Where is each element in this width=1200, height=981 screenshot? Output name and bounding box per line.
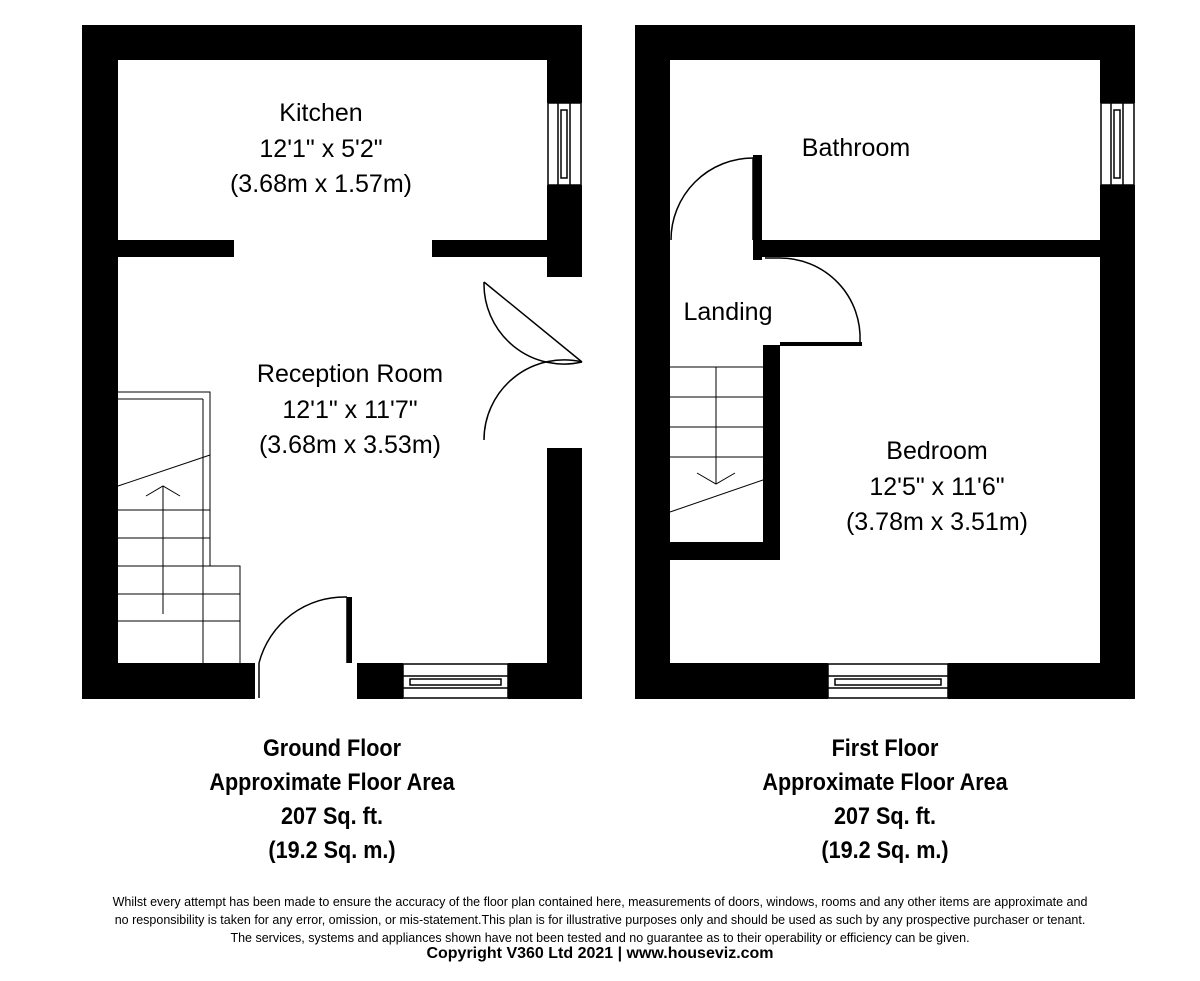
disclaimer-line: no responsibility is taken for any error, omission, or mis-statement.This plan is for illustrative purposes only and should be used as such by any prospective purchaser or tenant. xyxy=(114,913,1086,927)
disclaimer-line: The services, systems and appliances shown have not been tested and no guarantee as to their operability or efficiency can be given. xyxy=(230,931,970,945)
first-floor-windows xyxy=(828,103,1134,698)
french-doors xyxy=(484,282,582,440)
ground-floor-stairs xyxy=(118,392,240,663)
reception-room-name: Reception Room xyxy=(256,360,444,388)
ground-floor-area-sqm: (19.2 Sq. m.) xyxy=(268,837,396,864)
first-floor-area-label: Approximate Floor Area xyxy=(762,769,1008,796)
landing-name: Landing xyxy=(683,298,773,326)
kitchen-label xyxy=(230,99,412,198)
first-floor-plan xyxy=(635,25,1135,699)
kitchen-name: Kitchen xyxy=(279,99,363,127)
bathroom-name: Bathroom xyxy=(801,134,911,162)
ground-floor-title: Ground Floor xyxy=(263,735,401,762)
ground-floor-area-sqft: 207 Sq. ft. xyxy=(280,803,384,830)
bedroom-dimensions-metric: (3.78m x 3.51m) xyxy=(845,508,1029,536)
first-floor-area-summary xyxy=(675,732,1095,868)
first-floor-area-sqm: (19.2 Sq. m.) xyxy=(821,837,949,864)
reception-window xyxy=(403,664,508,698)
kitchen-dimensions-metric: (3.68m x 1.57m) xyxy=(229,170,413,198)
disclaimer xyxy=(40,893,1160,947)
first-floor-area-sqft: 207 Sq. ft. xyxy=(833,803,937,830)
bedroom-window xyxy=(828,664,948,698)
reception-room-dimensions-imperial: 12'1" x 11'7" xyxy=(282,396,418,424)
reception-room-label xyxy=(257,360,443,459)
first-floor-title: First Floor xyxy=(831,735,939,762)
ground-floor-plan xyxy=(82,25,582,699)
kitchen-window xyxy=(548,103,581,185)
first-floor-walls xyxy=(635,25,1135,699)
landing-label xyxy=(684,298,773,326)
bedroom-label xyxy=(846,437,1028,536)
bedroom-name: Bedroom xyxy=(886,437,988,465)
bathroom-label xyxy=(802,134,910,162)
bathroom-window xyxy=(1101,103,1134,185)
first-floor-stairs xyxy=(670,367,763,512)
reception-room-dimensions-metric: (3.68m x 3.53m) xyxy=(258,431,442,459)
front-door xyxy=(259,597,347,698)
disclaimer-line: Whilst every attempt has been made to ensure the accuracy of the floor plan contained here, measurements of doors, windows, rooms and any other items are approximate and xyxy=(112,895,1088,909)
kitchen-dimensions-imperial: 12'1" x 5'2" xyxy=(259,135,383,163)
copyright: Copyright V360 Ltd 2021 | www.houseviz.com xyxy=(426,945,774,962)
ground-floor-area-label: Approximate Floor Area xyxy=(209,769,455,796)
ground-floor-area-summary xyxy=(122,732,542,868)
bathroom-door xyxy=(671,158,753,240)
bedroom-door xyxy=(765,258,860,342)
bedroom-dimensions-imperial: 12'5" x 11'6" xyxy=(869,473,1005,501)
ground-floor-doors xyxy=(256,282,582,698)
